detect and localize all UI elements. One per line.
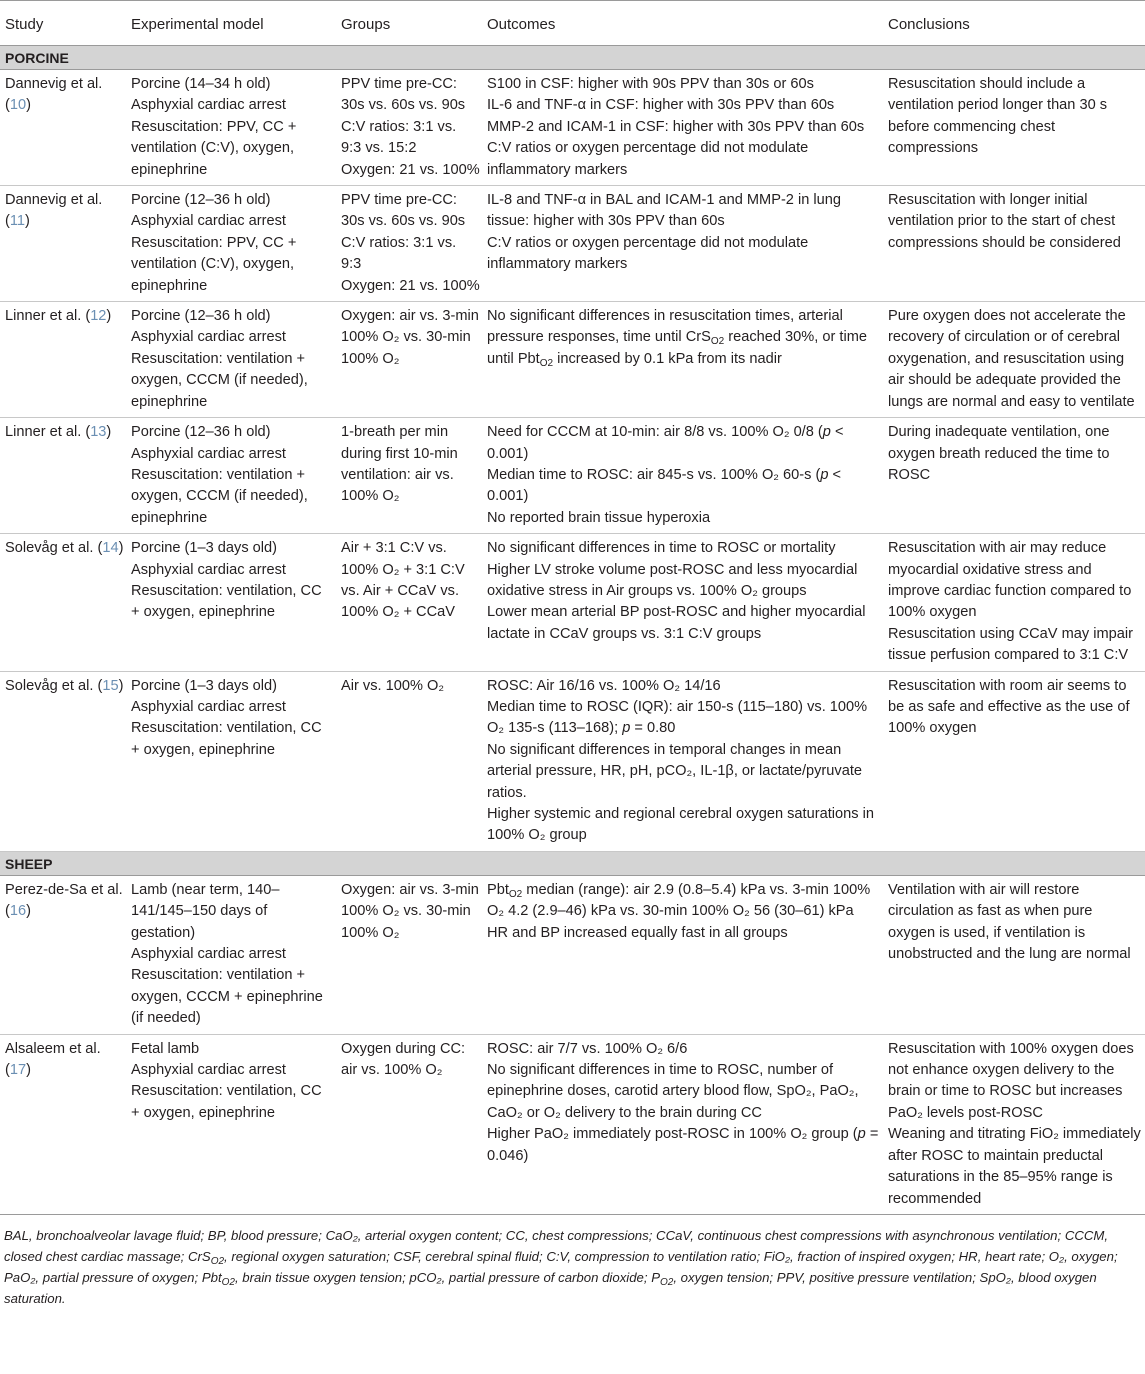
experimental-model-cell [126, 1034, 336, 1214]
cell-line: Resuscitation: PPV, CC + ventilation (C:V), oxygen, epinephrine [131, 234, 297, 294]
cell-line: Oxygen: 21 vs. 100% [341, 161, 480, 178]
reference-link[interactable]: 12 [90, 308, 107, 325]
cell-line: Higher systemic and regional cerebral oxygen saturations in 100% O₂ group [487, 806, 874, 844]
cell-line: Resuscitation with longer initial ventilation prior to the start of chest compressions should be considered [888, 192, 1121, 251]
header-experimental-model: Experimental model [126, 1, 336, 46]
cell-line: Oxygen: air vs. 3-min 100% O₂ vs. 30-min 100% O₂ [341, 308, 479, 367]
cell-line: Asphyxial cardiac arrest [131, 698, 286, 715]
table-body [0, 46, 1145, 1215]
study-cell: Dannevig et al. (11) [0, 186, 126, 302]
cell-line: ROSC: air 7/7 vs. 100% O₂ 6/6 [487, 1040, 688, 1057]
experimental-model-cell [126, 875, 336, 1034]
cell-line: Asphyxial cardiac arrest [131, 946, 286, 963]
groups-cell [336, 70, 482, 186]
reference-link[interactable]: 17 [9, 1062, 27, 1079]
cell-line: Resuscitation using CCaV may impair tissue perfusion compared to 3:1 C:V [888, 625, 1133, 664]
cell-line: Lamb (near term, 140–141/145–150 days of gestation) [131, 881, 280, 941]
cell-line: C:V ratios: 3:1 vs. 9:3 [341, 234, 457, 273]
conclusions-cell [883, 875, 1145, 1034]
cell-line: 1-breath per min during first 10-min ventilation: air vs. 100% O₂ [341, 424, 458, 505]
cell-line: Resuscitation with air may reduce myocardial oxidative stress and improve cardiac function compared to 100% oxygen [888, 540, 1132, 621]
cell-line: Asphyxial cardiac arrest [131, 1062, 286, 1079]
cell-line: IL-8 and TNF-α in BAL and ICAM-1 and MMP-2 in lung tissue: higher with 30s PPV than 60s [487, 192, 841, 230]
cell-line: Resuscitation: ventilation, CC + oxygen, epinephrine [131, 720, 322, 758]
study-cell: Alsaleem et al. (17) [0, 1034, 126, 1214]
cell-line: Need for CCCM at 10-min: air 8/8 vs. 100% O₂ 0/8 (p < 0.001) [487, 424, 844, 462]
cell-line: MMP-2 and ICAM-1 in CSF: higher with 30s PPV than 60s [487, 118, 865, 135]
header-outcomes: Outcomes [482, 1, 883, 46]
groups-cell [336, 418, 482, 534]
experimental-model-cell [126, 534, 336, 671]
experimental-model-cell [126, 186, 336, 302]
table-row [0, 70, 1145, 186]
cell-line: Oxygen: 21 vs. 100% [341, 277, 480, 294]
cell-line: Pbt$_{O2}$ median (range): air 2.9 (0.8–5.4) kPa vs. 3-min 100% O₂ 4.2 (2.9–46) kPa vs. 30-min 100% O₂ 56 (30–61) kPa [487, 881, 871, 920]
section-header-row [0, 851, 1145, 875]
cell-line: Resuscitation should include a ventilation period longer than 30 s before commencing chest compressions [888, 76, 1108, 157]
experimental-model-cell [126, 302, 336, 418]
table-row [0, 1034, 1145, 1214]
cell-line: HR and BP increased equally fast in all groups [487, 924, 788, 941]
table-row [0, 186, 1145, 302]
conclusions-cell [883, 186, 1145, 302]
header-groups: Groups [336, 1, 482, 46]
cell-line: Ventilation with air will restore circulation as fast as when pure oxygen is used, if ventilation is unobstructed and the lung are normal [888, 881, 1131, 963]
cell-line: Resuscitation with 100% oxygen does not enhance oxygen delivery to the brain or time to ROSC but increases PaO₂ levels post-ROSC [888, 1040, 1134, 1121]
cell-line: Porcine (1–3 days old) [131, 677, 278, 694]
table-row [0, 302, 1145, 418]
cell-line: Resuscitation: ventilation, CC + oxygen, epinephrine [131, 582, 322, 621]
conclusions-cell [883, 418, 1145, 534]
outcomes-cell [482, 1034, 883, 1214]
reference-link[interactable]: 15 [102, 677, 119, 694]
header-conclusions: Conclusions [883, 1, 1145, 46]
cell-line: Resuscitation with room air seems to be as safe and effective as the use of 100% oxygen [888, 677, 1130, 737]
section-title: SHEEP [0, 851, 1145, 875]
cell-line: Higher PaO₂ immediately post-ROSC in 100% O₂ group (p = 0.046) [487, 1126, 879, 1164]
cell-line: Porcine (12–36 h old) [131, 424, 271, 441]
groups-cell [336, 186, 482, 302]
study-cell: Solevåg et al. (15) [0, 671, 126, 851]
table-row [0, 534, 1145, 671]
experimental-model-cell [126, 671, 336, 851]
outcomes-cell [482, 875, 883, 1034]
cell-line: Resuscitation: ventilation, CC + oxygen, epinephrine [131, 1083, 322, 1121]
cell-line: Asphyxial cardiac arrest [131, 97, 286, 114]
cell-line: Asphyxial cardiac arrest [131, 329, 286, 346]
reference-link[interactable]: 11 [9, 213, 26, 230]
conclusions-cell [883, 534, 1145, 671]
cell-line: Oxygen during CC: air vs. 100% O₂ [341, 1040, 466, 1079]
cell-line: C:V ratios: 3:1 vs. 9:3 vs. 15:2 [341, 118, 457, 157]
conclusions-cell [883, 70, 1145, 186]
section-header-row [0, 46, 1145, 70]
reference-link[interactable]: 10 [9, 97, 27, 114]
cell-line: Asphyxial cardiac arrest [131, 445, 286, 462]
cell-line: C:V ratios or oxygen percentage did not modulate inflammatory markers [487, 234, 809, 273]
cell-line: IL-6 and TNF-α in CSF: higher with 30s PPV than 60s [487, 97, 835, 114]
experimental-model-cell [126, 70, 336, 186]
groups-cell [336, 534, 482, 671]
cell-line: No significant differences in time to ROSC, number of epinephrine doses, carotid artery blood flow, SpO₂, PaO₂, CaO₂ or O₂ delivery to the brain during CC [487, 1062, 859, 1121]
cell-line: S100 in CSF: higher with 90s PPV than 30s or 60s [487, 76, 814, 92]
conclusions-cell [883, 671, 1145, 851]
cell-line: PPV time pre-CC: 30s vs. 60s vs. 90s [341, 76, 466, 114]
cell-line: Resuscitation: ventilation + oxygen, CCCM + epinephrine (if needed) [131, 967, 323, 1027]
cell-line: Porcine (12–36 h old) [131, 308, 271, 325]
cell-line: During inadequate ventilation, one oxygen breath reduced the time to ROSC [888, 424, 1110, 483]
table-row [0, 875, 1145, 1034]
cell-line: ROSC: Air 16/16 vs. 100% O₂ 14/16 [487, 677, 721, 694]
outcomes-cell [482, 534, 883, 671]
outcomes-cell [482, 671, 883, 851]
cell-line: Resuscitation: ventilation + oxygen, CCCM (if needed), epinephrine [131, 350, 308, 410]
outcomes-cell [482, 186, 883, 302]
cell-line: Air vs. 100% O₂ [341, 677, 444, 694]
study-cell: Dannevig et al. (10) [0, 70, 126, 186]
cell-line: Asphyxial cardiac arrest [131, 561, 286, 578]
cell-line: Asphyxial cardiac arrest [131, 213, 286, 230]
experimental-model-cell [126, 418, 336, 534]
cell-line: Lower mean arterial BP post-ROSC and higher myocardial lactate in CCaV groups vs. 3:1 C:V groups [487, 604, 866, 642]
cell-line: Porcine (1–3 days old) [131, 540, 278, 557]
study-cell: Solevåg et al. (14) [0, 534, 126, 671]
cell-line: Resuscitation: ventilation + oxygen, CCCM (if needed), epinephrine [131, 466, 308, 526]
outcomes-cell [482, 302, 883, 418]
conclusions-cell [883, 1034, 1145, 1214]
table-header-row [0, 1, 1145, 46]
cell-line: Porcine (12–36 h old) [131, 192, 271, 209]
outcomes-cell [482, 70, 883, 186]
cell-line: No reported brain tissue hyperoxia [487, 509, 711, 526]
cell-line: Resuscitation: PPV, CC + ventilation (C:V), oxygen, epinephrine [131, 118, 297, 178]
groups-cell [336, 671, 482, 851]
cell-line: Porcine (14–34 h old) [131, 76, 271, 92]
cell-line: No significant differences in temporal changes in mean arterial pressure, HR, pH, pCO₂, IL-1β, or lactate/pyruvate ratios. [487, 741, 862, 801]
table-row [0, 671, 1145, 851]
table-row [0, 418, 1145, 534]
cell-line: Higher LV stroke volume post-ROSC and less myocardial oxidative stress in Air groups vs. 100% O₂ groups [487, 561, 858, 599]
conclusions-cell [883, 302, 1145, 418]
study-cell: Linner et al. (12) [0, 302, 126, 418]
cell-line: Oxygen: air vs. 3-min 100% O₂ vs. 30-min 100% O₂ [341, 881, 479, 941]
outcomes-cell [482, 418, 883, 534]
groups-cell [336, 1034, 482, 1214]
cell-line: No significant differences in time to ROSC or mortality [487, 540, 836, 557]
reference-link[interactable]: 16 [9, 903, 27, 920]
cell-line: C:V ratios or oxygen percentage did not modulate inflammatory markers [487, 140, 809, 178]
reference-link[interactable]: 14 [102, 540, 119, 557]
cell-line: Pure oxygen does not accelerate the recovery of circulation or of cerebral oxygenation, and resuscitation using air should be adequate provided the lungs are normal and easy to ventilate [888, 308, 1135, 410]
groups-cell [336, 875, 482, 1034]
table-footnote: BAL, bronchoalveolar lavage fluid; BP, blood pressure; CaO₂, arterial oxygen content; CC, chest compressions; CCaV, continuous chest compressions with asynchronous ventilation; CCCM, closed chest cardiac massage; CrS$_{O2}$, regional oxygen saturation; CSF, cerebral spinal fluid; C:V, compression to ventilation ratio; FiO₂, fraction of inspired oxygen; HR, heart rate; O₂, oxygen; PaO₂, partial pressure of oxygen; Pbt$_{O2}$, brain tissue oxygen tension; pCO₂, partial pressure of carbon dioxide; $P_{O2}$, oxygen tension; PPV, positive pressure ventilation; SpO₂, blood oxygen saturation. [4, 1227, 1118, 1306]
cell-line: Air + 3:1 C:V vs. 100% O₂ + 3:1 C:V vs. Air + CCaV vs. 100% O₂ + CCaV [341, 540, 465, 621]
cell-line: Median time to ROSC: air 845-s vs. 100% O₂ 60-s (p < 0.001) [487, 466, 842, 505]
section-title: PORCINE [0, 46, 1145, 70]
reference-link[interactable]: 13 [90, 424, 107, 441]
cell-line: No significant differences in resuscitation times, arterial pressure responses, time until CrS$_{O2}$ reached 30%, or time until Pbt$_{O2}$ increased by 0.1 kPa from its nadir [487, 308, 867, 369]
groups-cell [336, 302, 482, 418]
cell-line: Median time to ROSC (IQR): air 150-s (115–180) vs. 100% O₂ 135-s (113–168); p = 0.80 [487, 698, 868, 737]
study-cell: Linner et al. (13) [0, 418, 126, 534]
cell-line: Weaning and titrating FiO₂ immediately after ROSC to maintain preductal saturations in the 85–95% range is recommended [888, 1126, 1141, 1207]
cell-line: Fetal lamb [131, 1040, 200, 1057]
header-study: Study [0, 1, 126, 46]
cell-line: PPV time pre-CC: 30s vs. 60s vs. 90s [341, 192, 466, 230]
study-cell: Perez-de-Sa et al. (16) [0, 875, 126, 1034]
